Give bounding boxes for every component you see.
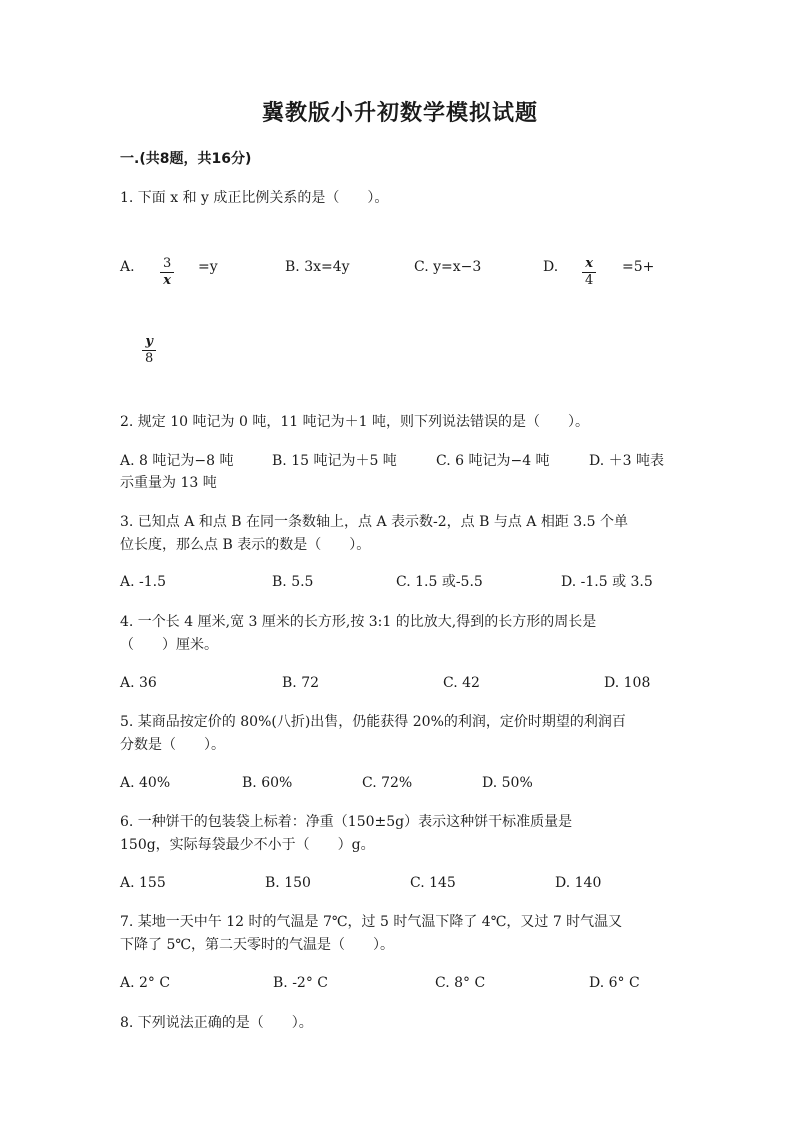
question-5-stem-line-2: 分数是（ ）。	[120, 737, 225, 753]
question-6-option-d: D. 140	[555, 875, 602, 891]
question-6-stem-line-1: 6. 一种饼干的包装袋上标着：净重（150±5g）表示这种饼干标准质量是	[120, 814, 573, 830]
question-4-option-a: A. 36	[120, 675, 157, 691]
question-7-option-a: A. 2° C	[120, 975, 171, 991]
question-4-option-b: B. 72	[282, 675, 320, 691]
question-5-stem-line-1: 5. 某商品按定价的 80%(八折)出售，仍能获得 20%的利润，定价时期望的利润百	[120, 714, 626, 730]
question-2-stem: 2. 规定 10 吨记为 0 吨，11 吨记为＋1 吨，则下列说法错误的是（ ）。	[120, 414, 589, 430]
question-3-option-d: D. -1.5 或 3.5	[561, 574, 653, 590]
fraction-denominator: x	[163, 273, 172, 288]
question-2-option-c: C. 6 吨记为−4 吨	[436, 453, 550, 469]
question-4-option-d: D. 108	[604, 675, 651, 691]
question-6-stem-line-2: 150g，实际每袋最少不小于（ ）g。	[120, 837, 375, 853]
question-5-option-c: C. 72%	[362, 775, 413, 791]
question-2-option-d-continued: 示重量为 13 吨	[120, 475, 217, 491]
question-5-option-a: A. 40%	[120, 775, 171, 791]
question-5-option-d: D. 50%	[482, 775, 533, 791]
question-1-option-d-fraction-2	[142, 330, 156, 367]
question-8-stem: 8. 下列说法正确的是（ ）。	[120, 1015, 313, 1031]
question-1-stem: 1. 下面 x 和 y 成正比例关系的是（ ）。	[120, 190, 389, 206]
question-2-option-b: B. 15 吨记为＋5 吨	[272, 453, 397, 469]
question-4-option-c: C. 42	[443, 675, 480, 691]
question-1-option-a-rest: =y	[198, 259, 218, 275]
question-4-stem-line-2: （ ）厘米。	[120, 637, 218, 653]
question-1-option-c: C. y=x−3	[414, 259, 482, 275]
question-7-option-b: B. -2° C	[273, 975, 328, 991]
fraction-denominator: 8	[145, 351, 154, 366]
fraction-numerator: 3	[160, 256, 174, 273]
question-7-stem-line-2: 下降了 5℃，第二天零时的气温是（ ）。	[120, 937, 395, 953]
question-1-option-b: B. 3x=4y	[285, 259, 350, 275]
question-3-option-c: C. 1.5 或-5.5	[396, 574, 483, 590]
question-2-option-d: D. ＋3 吨表	[589, 453, 664, 469]
fraction-denominator: 4	[585, 273, 594, 288]
question-1-option-d-rest: =5+	[622, 259, 655, 275]
section-heading: 一.(共8题，共16分)	[120, 151, 252, 167]
question-1-option-a-label: A.	[120, 259, 135, 275]
question-1-option-d-label: D.	[543, 259, 559, 275]
question-6-option-c: C. 145	[410, 875, 456, 891]
question-7-option-d: D. 6° C	[589, 975, 640, 991]
question-3-option-b: B. 5.5	[272, 574, 314, 590]
question-6-option-b: B. 150	[265, 875, 311, 891]
question-4-stem-line-1: 4. 一个长 4 厘米,宽 3 厘米的长方形,按 3:1 的比放大,得到的长方形的周长是	[120, 614, 597, 630]
question-1-option-a-fraction	[160, 252, 174, 289]
fraction-numerator: x	[582, 256, 596, 273]
question-3-stem-line-1: 3. 已知点 A 和点 B 在同一条数轴上，点 A 表示数-2，点 B 与点 A 相距 3.5 个单	[120, 514, 629, 530]
question-3-stem-line-2: 位长度，那么点 B 表示的数是（ ）。	[120, 537, 371, 553]
question-7-stem-line-1: 7. 某地一天中午 12 时的气温是 7℃，过 5 时气温下降了 4℃，又过 7 时气温又	[120, 914, 623, 930]
fraction-numerator: y	[142, 334, 156, 351]
question-2-option-a: A. 8 吨记为−8 吨	[120, 453, 234, 469]
page-title: 冀教版小升初数学模拟试题	[261, 101, 538, 126]
question-1-option-d-fraction	[582, 252, 596, 289]
question-5-option-b: B. 60%	[242, 775, 293, 791]
question-3-option-a: A. -1.5	[120, 574, 167, 590]
question-7-option-c: C. 8° C	[435, 975, 486, 991]
question-6-option-a: A. 155	[120, 875, 166, 891]
